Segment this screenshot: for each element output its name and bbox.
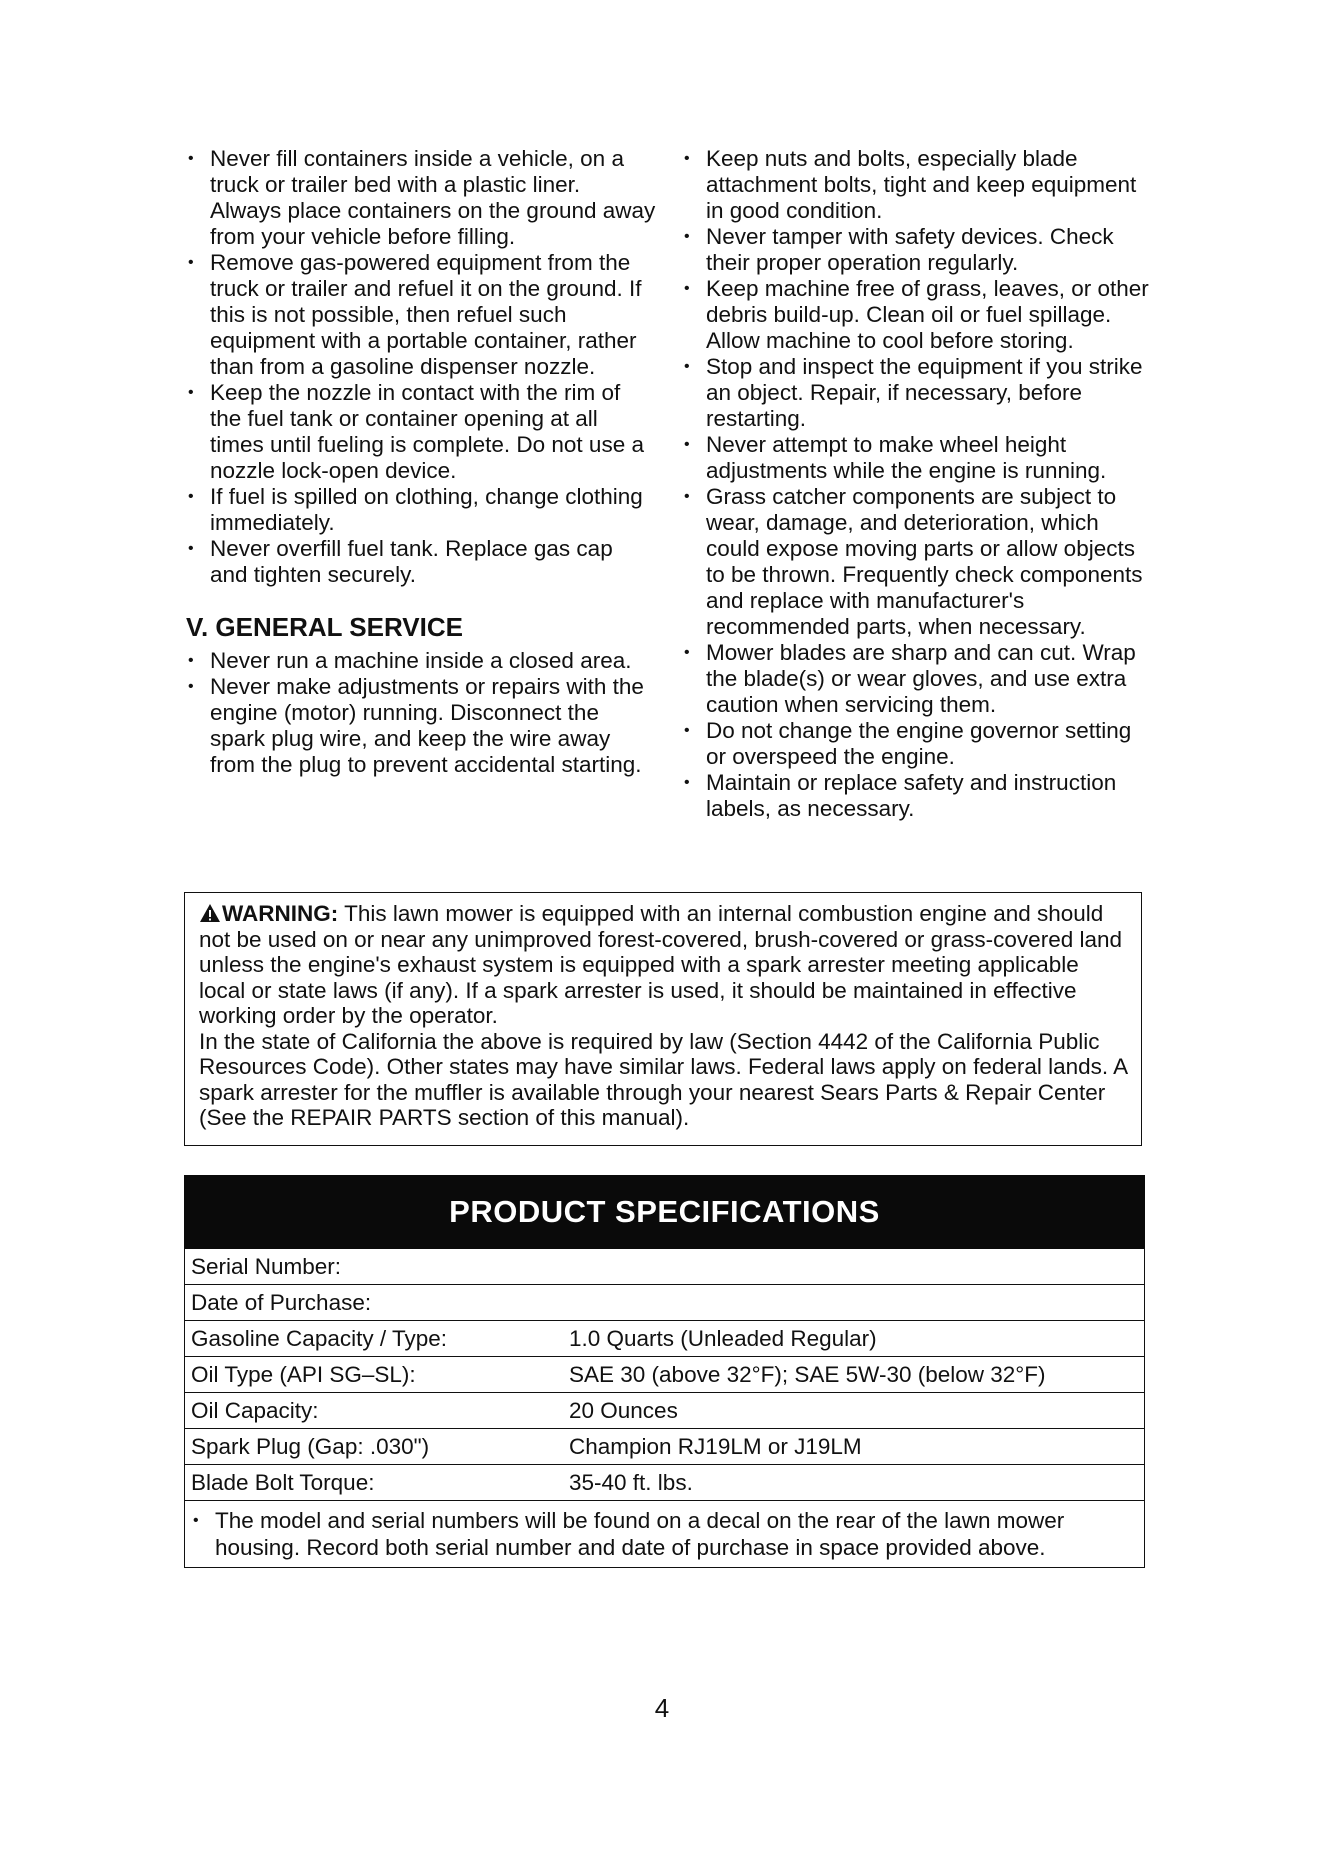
warning-box xyxy=(184,892,1142,1146)
warning-label: WARNING: xyxy=(222,901,339,926)
spec-label: Serial Number: xyxy=(191,1253,342,1279)
specs-note: • The model and serial numbers will be found on a decal on the rear of the lawn mower housing. Record both serial number and date of purchase in space provided above. xyxy=(185,1501,1144,1567)
section-heading-general-service: V. GENERAL SERVICE xyxy=(186,612,463,642)
fuel-safety-list xyxy=(186,146,656,588)
list-item: • Stop and inspect the equipment if you strike an object. Repair, if necessary, before restarting. xyxy=(682,354,1152,432)
list-item: • Remove gas-powered equipment from the truck or trailer and refuel it on the ground. If this is not possible, then refuel such equipment with a portable container, rather than from a gasoline dispenser nozzle. xyxy=(186,250,656,380)
specs-table xyxy=(184,1249,1145,1568)
right-column xyxy=(682,146,1152,822)
warning-paragraph xyxy=(199,901,1131,1029)
list-item: • Never tamper with safety devices. Check their proper operation regularly. xyxy=(682,224,1152,276)
left-column xyxy=(186,146,656,778)
specs-title: PRODUCT SPECIFICATIONS xyxy=(184,1175,1145,1249)
table-row xyxy=(185,1285,1144,1321)
list-item: • Never fill containers inside a vehicle, on a truck or trailer bed with a plastic liner. Always place containers on the ground away from your vehicle before filling. xyxy=(186,146,656,250)
list-item: • Keep the nozzle in contact with the rim of the fuel tank or container opening at all times until fueling is complete. Do not use a nozzle lock-open device. xyxy=(186,380,656,484)
spec-label: Oil Capacity: xyxy=(191,1397,319,1423)
spec-label: Gasoline Capacity / Type: xyxy=(191,1325,447,1351)
table-row xyxy=(185,1321,1144,1357)
spec-label: Oil Type (API SG–SL): xyxy=(191,1361,416,1387)
list-item: • Keep machine free of grass, leaves, or other debris build-up. Clean oil or fuel spillage. Allow machine to cool before storing. xyxy=(682,276,1152,354)
list-item: • Grass catcher components are subject to wear, damage, and deterioration, which could expose moving parts or allow objects to be thrown. Frequently check components and replace with manufacturer's recommended parts, when necessary. xyxy=(682,484,1152,640)
general-service-list xyxy=(186,648,656,778)
list-item: • Never attempt to make wheel height adjustments while the engine is running. xyxy=(682,432,1152,484)
warning-paragraph-california: In the state of California the above is required by law (Section 4442 of the California Public Resources Code). Other states may have similar laws. Federal laws apply on federal lands. A spark arrester for the muffler is available through your nearest Sears Parts & Repair Center (See the REPAIR PARTS section of this manual). xyxy=(199,1028,1127,1130)
table-row xyxy=(185,1393,1144,1429)
list-item: • Never make adjustments or repairs with the engine (motor) running. Disconnect the spark plug wire, and keep the wire away from the plug to prevent accidental starting. xyxy=(186,674,656,778)
spec-value: 1.0 Quarts (Unleaded Regular) xyxy=(569,1325,877,1351)
list-item: • Do not change the engine governor setting or overspeed the engine. xyxy=(682,718,1152,770)
product-specifications xyxy=(184,1175,1145,1582)
list-item: • Maintain or replace safety and instruction labels, as necessary. xyxy=(682,770,1152,822)
table-row xyxy=(185,1357,1144,1393)
list-item: • If fuel is spilled on clothing, change clothing immediately. xyxy=(186,484,656,536)
list-item: • Never overfill fuel tank. Replace gas cap and tighten securely. xyxy=(186,536,656,588)
list-item: • Keep nuts and bolts, especially blade attachment bolts, tight and keep equipment in good condition. xyxy=(682,146,1152,224)
table-row xyxy=(185,1249,1144,1285)
spec-label: Date of Purchase: xyxy=(191,1289,372,1315)
warning-text: This lawn mower is equipped with an internal combustion engine and should not be used on or near any unimproved forest-covered, brush-covered or grass-covered land unless the engine's exhaust system is equipped with a spark arrester meeting applicable local or state laws (if any). If a spark arrester is used, it should be maintained in effective working order by the operator. xyxy=(199,901,1123,1028)
general-service-list-continued xyxy=(682,146,1152,822)
spec-value: Champion RJ19LM or J19LM xyxy=(569,1433,862,1459)
list-item: • Mower blades are sharp and can cut. Wrap the blade(s) or wear gloves, and use extra caution when servicing them. xyxy=(682,640,1152,718)
table-row xyxy=(185,1465,1144,1501)
spec-label: Blade Bolt Torque: xyxy=(191,1469,375,1495)
page-number: 4 xyxy=(654,1693,670,1723)
table-row xyxy=(185,1429,1144,1465)
spec-value: 35-40 ft. lbs. xyxy=(569,1469,693,1495)
warning-triangle-icon xyxy=(199,903,221,923)
spec-value: 20 Ounces xyxy=(569,1397,678,1423)
spec-value: SAE 30 (above 32°F); SAE 5W-30 (below 32°F) xyxy=(569,1361,1046,1387)
list-item: • Never run a machine inside a closed area. xyxy=(186,648,656,674)
spec-label: Spark Plug (Gap: .030") xyxy=(191,1433,430,1459)
